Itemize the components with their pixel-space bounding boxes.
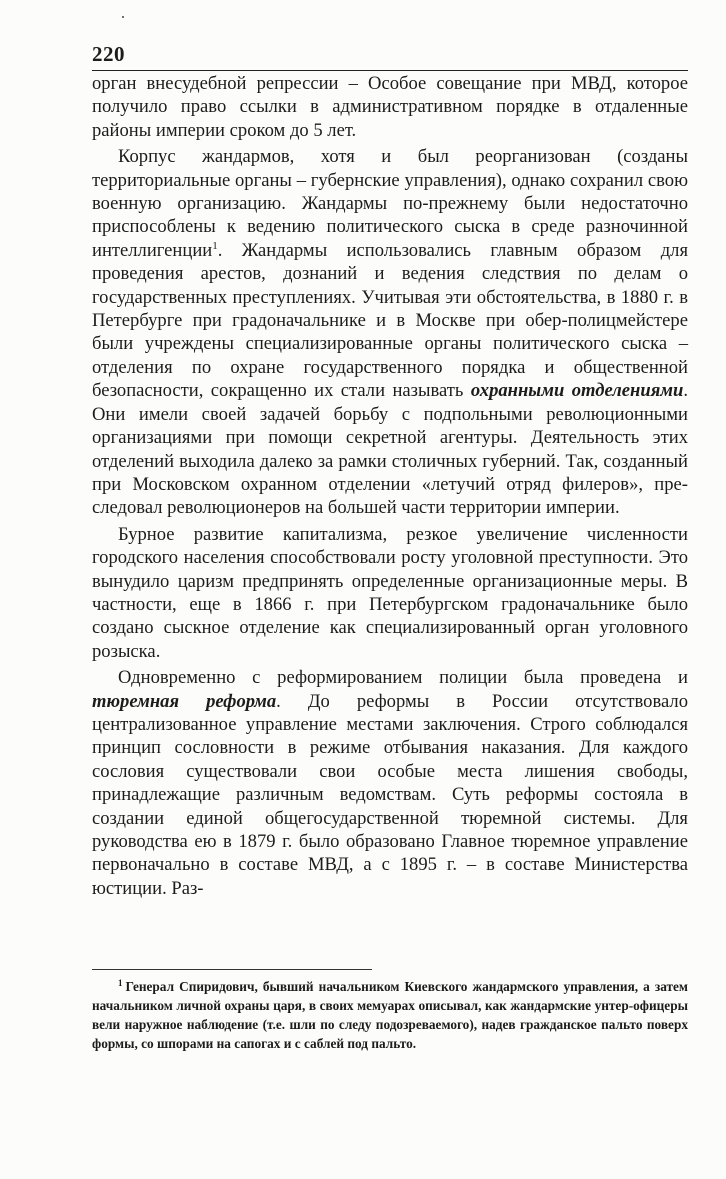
emphasized-term: охранными отделениями [470,380,684,402]
text-run: . До реформы в России отсутствовало централизованное управление местами заключения. Строго соблюдался принцип сословности в режиме отбывания наказания. Для каждого сословия существовали свои особые места лишения свободы, принадлежащие различным ведомствам. Суть реформы состояла в создании единой общегосударственной тюремной системы. Для руководства ею в 1879 г. было образовано Главное тюремное управление первоначально в составе МВД, а с 1895 г. – в составе Министерства юстиции. Раз- [92,690,688,899]
text-run: . Они имели своей задачей борьбу с подпольными революционными организациями при помощи секретной агентуры. Деятельность этих отделений выходила далеко за рамки столичных губерний. Так, созданный при Московском охранном отделении «летучий отряд филеров», преследовал революционеров на большей части территории империи. [92,380,689,519]
scan-speck [122,16,124,18]
header-rule [92,70,688,71]
text-run: . Жандармы использовались главным образом для проведения арестов, дознаний и ведения следствия по делам о государственных преступлениях. Учитывая эти обстоятельства, в 1880 г. в Петербурге при градоначальнике и в Москве при обер-полицмейстере были учреждены специализированные органы политического сыска – отделения по охране государственного порядка и общественной безопасности, сокращенно их стали называть [92,239,688,402]
emphasized-term: тюремная реформа [92,690,277,712]
text-run: Одновременно с реформированием полиции была проведена и [118,667,688,689]
text-run: Бурное развитие капитализма, резкое увеличение численности городского населения способствовали росту уголовной преступности. Это вынудило царизм предпринять определенные организационные меры. В частности, еще в 1866 г. при Петербургском градоначальнике было создано сыскное отделение как специализированный орган уголовного розыска. [92,523,688,662]
text-run: орган внесудебной репрессии – Особое совещание при МВД, которое получило право ссылки в административном порядке в отдаленные районы империи сроком до 5 лет. [92,73,688,141]
footnote [92,977,688,1053]
paragraph [92,666,688,900]
page-number: 220 [92,42,125,66]
text-run: Корпус жандармов, хотя и был реорганизован (созданы территориальные органы – губернские управления), однако сохранил свою военную организацию. Жандармы по-прежнему были недостаточно приспособлены к ведению политического сыска в среде разночинной интеллигенции [92,146,688,261]
footnote-text: Генерал Спиридович, бывший начальником Киевского жандармского управления, а затем начальником личной охраны царя, в своих мемуарах описывал, как жандармские унтер-офицеры вели наружное наблюдение (т.е. шли по следу подозреваемого), надев гражданское пальто поверх формы, со шпорами на сапогах и с саблей под пальто. [92,979,688,1051]
footnote-reference[interactable]: 1 [212,239,218,252]
paragraph [92,72,688,142]
footnote-rule [92,969,372,970]
paragraph [92,523,688,663]
body-text [92,72,688,903]
footnote-mark: 1 [118,977,123,988]
paragraph [92,145,688,520]
